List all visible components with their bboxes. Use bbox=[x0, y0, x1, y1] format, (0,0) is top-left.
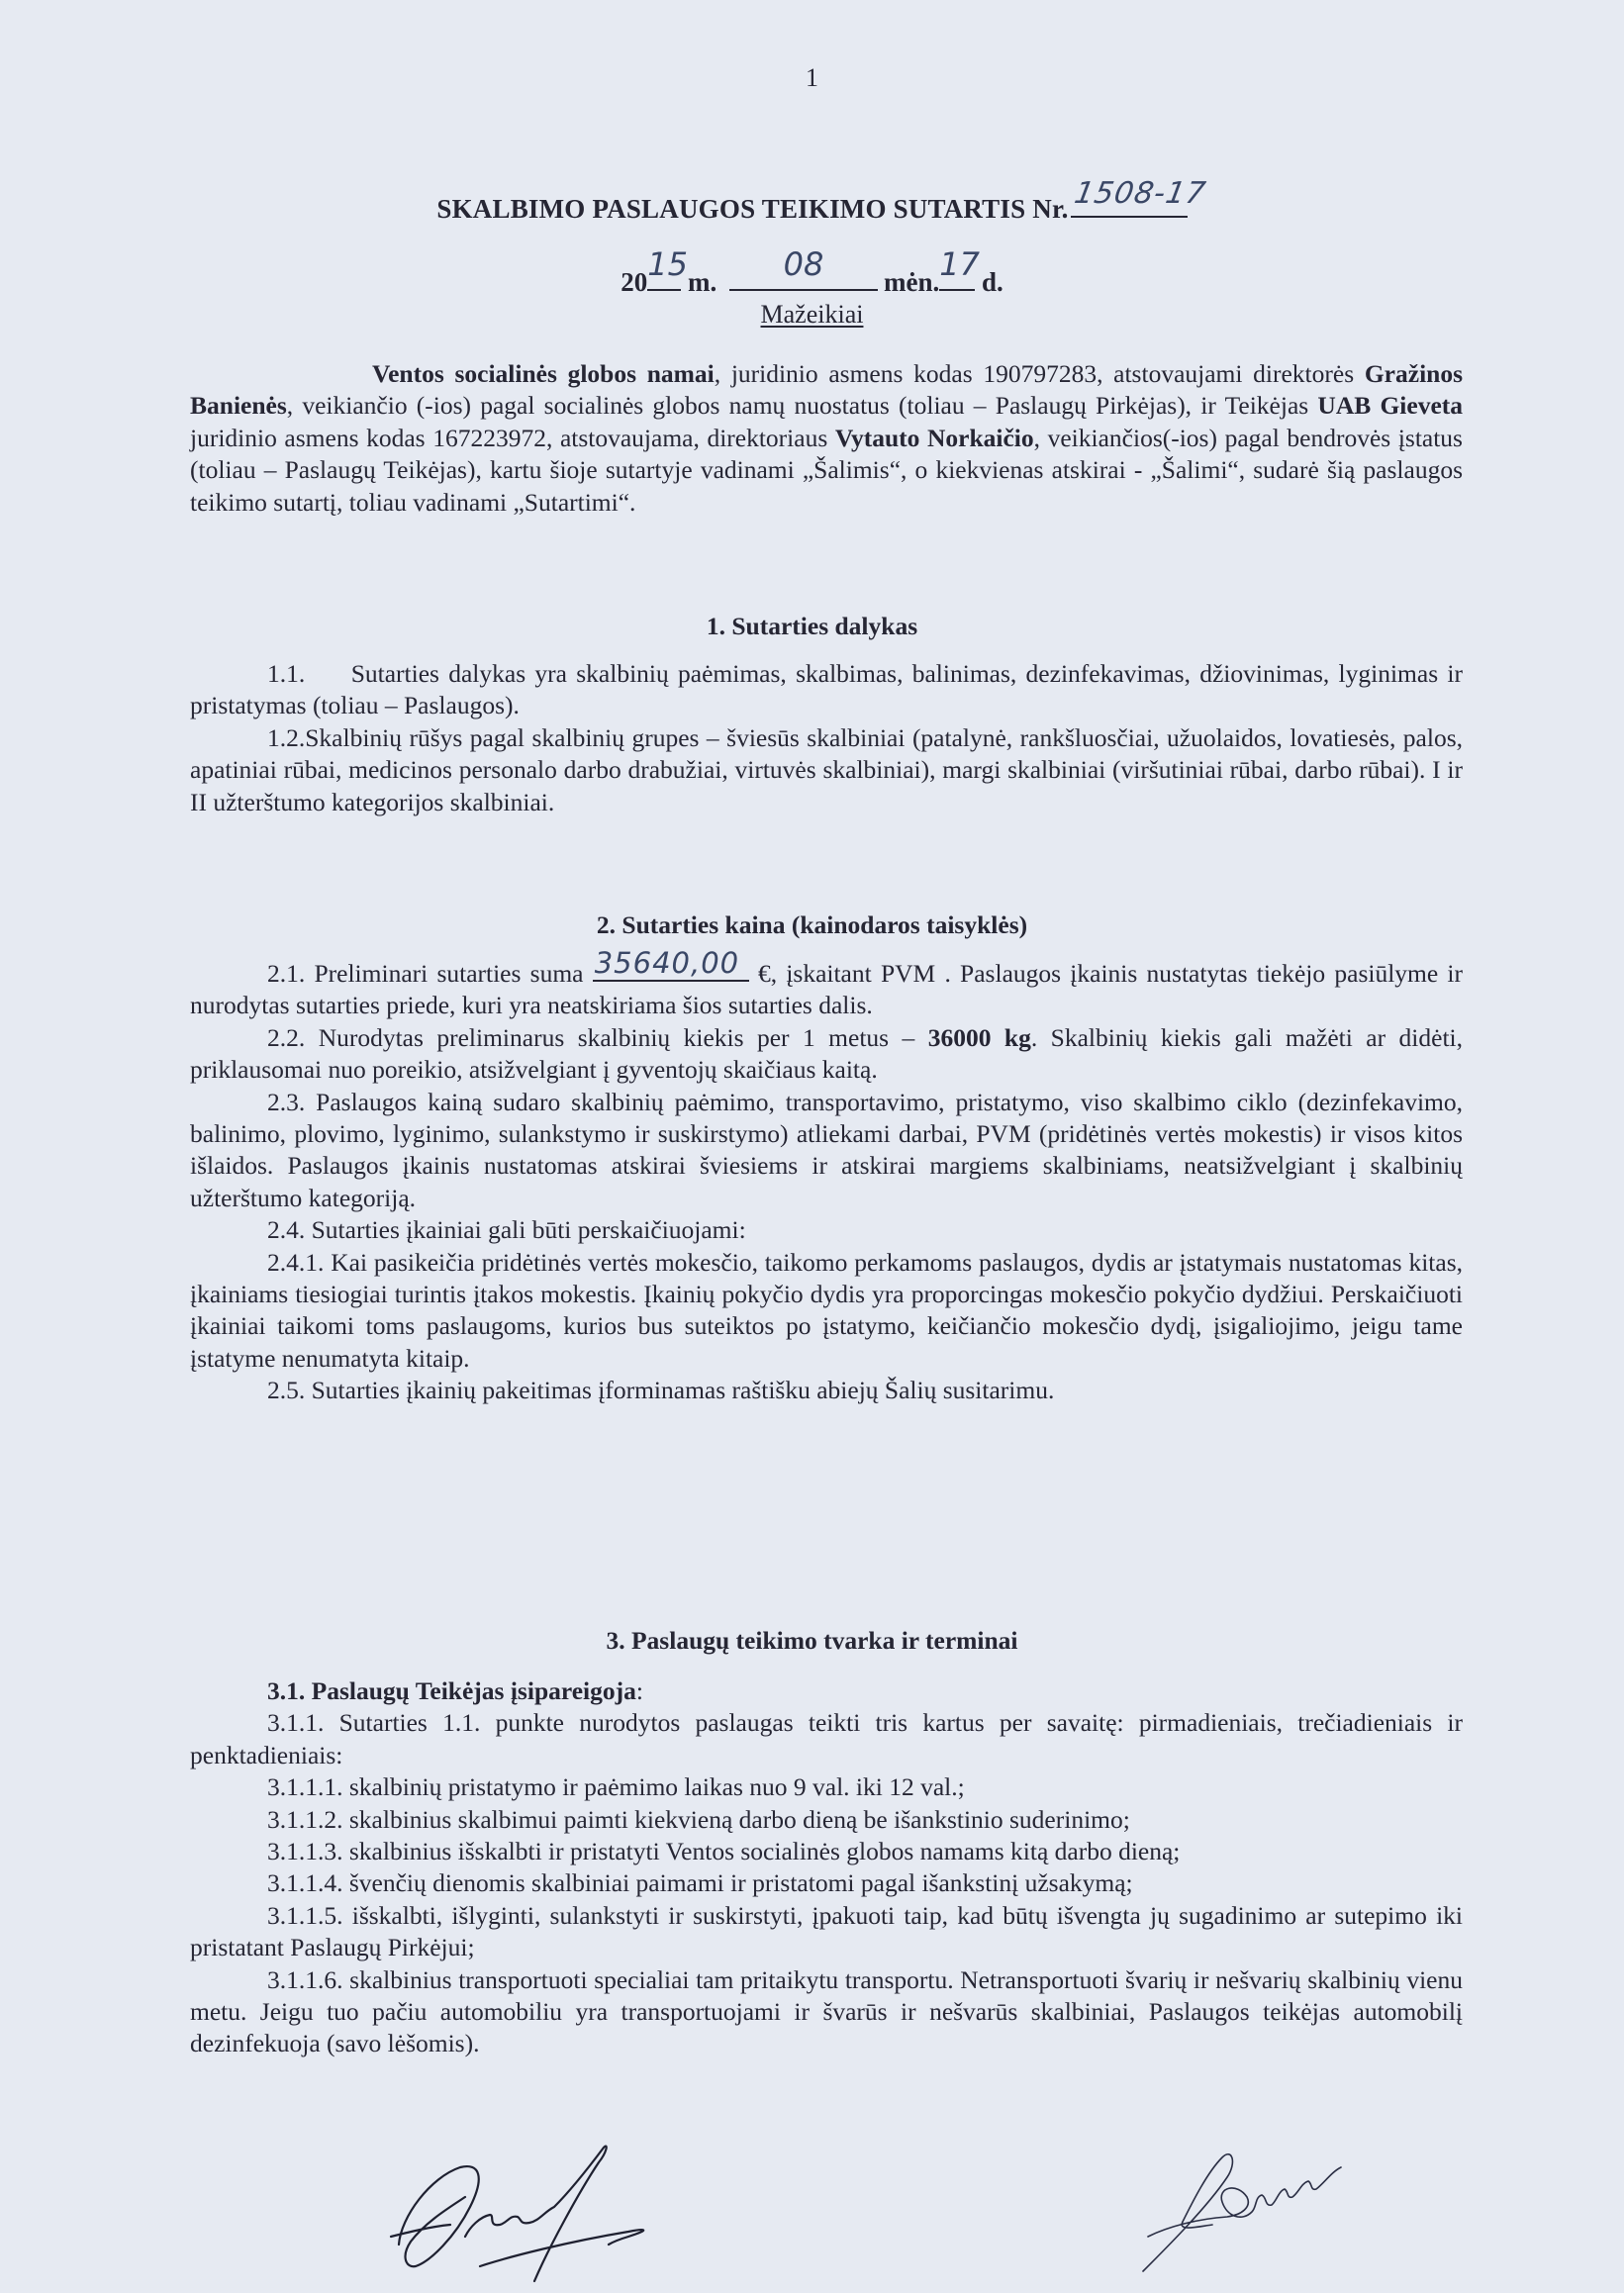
clause-1-1: 1.1. Sutarties dalykas yra skalbinių paėmimas, skalbimas, balinimas, dezinfekavimas, džiovinimas, lyginimas ir pristatymas (toliau – Paslaugos). bbox=[190, 659, 1470, 720]
clause-3-1-1-5: 3.1.1.5. išskalbti, išlyginti, sulankstyti ir suskirstyti, įpakuoti taip, kad būtų išvengta jų sugadinimo ar sutepimo iki pristatant Paslaugų Pirkėjui; bbox=[190, 1900, 1463, 1962]
contract-city bbox=[0, 300, 1624, 330]
clause-text: . Skalbinių kiekis gali mažėti ar didėti, priklausomai nuo poreikio, atsižvelgiant į gyventojų skaičiaus kaitą. bbox=[190, 1022, 1463, 1085]
clause-text: 2.2. Nurodytas preliminarus skalbinių kiekis per 1 metus – bbox=[267, 1022, 928, 1052]
intro-text: , juridinio asmens kodas 190797283, atstovaujami direktorės bbox=[714, 359, 1365, 388]
page-number: 1 bbox=[806, 63, 818, 92]
month-handwritten: 08 bbox=[783, 245, 824, 283]
year-prefix: 20 bbox=[621, 267, 648, 297]
intro-text: juridinio asmens kodas 167223972, atstovaujama, direktoriaus bbox=[190, 423, 835, 452]
contract-title-text: SKALBIMO PASLAUGOS TEIKIMO SUTARTIS Nr. bbox=[436, 194, 1069, 224]
contract-amount-field bbox=[593, 946, 749, 982]
buyer-name: Ventos socialinės globos namai bbox=[372, 359, 715, 388]
section-1-body bbox=[190, 658, 1470, 818]
section-heading-3: 3. Paslaugų teikimo tvarka ir terminai bbox=[606, 1626, 1018, 1655]
subsection-heading: 3.1. Paslaugų Teikėjas įsipareigoja bbox=[267, 1676, 636, 1705]
clause-2-3: 2.3. Paslaugos kainą sudaro skalbinių paėmimo, transportavimo, pristatymo, viso skalbimo ciklo (dezinfekavimo, balinimo, plovimo, lyginimo, sulankstymo ir suskirstymo) atliekami darbai, PVM (pridėtinės vertės mokestis) ir visos kitos išlaidos. Paslaugos įkainis nustatomas atskirai šviesiems ir atskirai margiems skalbiniams, neatsižvelgiant į skalbinių užterštumo kategoriją. bbox=[190, 1087, 1463, 1212]
contract-title bbox=[0, 176, 1624, 225]
clause-3-1-1-1: 3.1.1.1. skalbinių pristatymo ir paėmimo laikas nuo 9 val. iki 12 val.; bbox=[267, 1772, 965, 1802]
intro-text: , veikiančio (-ios) pagal socialinės globos namų nuostatus (toliau – Paslaugų Pirkėjas), ir Teikėjas bbox=[286, 391, 1318, 421]
day-handwritten: 17 bbox=[939, 245, 980, 283]
signature-left-icon bbox=[371, 2138, 688, 2291]
section-heading-2: 2. Sutarties kaina (kainodaros taisyklės) bbox=[596, 910, 1028, 939]
provider-director-name: Vytauto Norkaičio bbox=[834, 423, 1034, 452]
clause-1-2: 1.2.Skalbinių rūšys pagal skalbinių grupes – šviesūs skalbiniai (patalynė, rankšluosčiai, užuolaidos, lovatiesės, palos, apatiniai rūbai, medicinos personalo darbo drabužiai, virtuvės skalbiniai), margi skalbiniai (viršutiniai rūbai, darbo rūbai). I ir II užterštumo kategorijos skalbiniai. bbox=[190, 722, 1463, 816]
contract-date bbox=[0, 245, 1624, 298]
laundry-quantity: 36000 kg bbox=[927, 1022, 1031, 1052]
contract-number-field bbox=[1071, 176, 1209, 218]
contract-number-handwritten: 1508-17 bbox=[1071, 176, 1209, 211]
clause-2-4: 2.4. Sutarties įkainiai gali būti perskaičiuojami: bbox=[267, 1215, 746, 1245]
contract-amount-handwritten: 35640,00 bbox=[594, 946, 740, 980]
subsection-3-1 bbox=[190, 1675, 1463, 1707]
signature-right-icon bbox=[1128, 2128, 1385, 2281]
year-handwritten: 15 bbox=[647, 245, 688, 283]
intro-text: , veikiančios(-ios) pagal bendrovės įstatus (toliau – Paslaugų Teikėjas), kartu šioje sutartyje vadinami „Šalimis“, o kiekvienas atskirai - „Šalimi“, sudarė šią paslaugos teikimo sutartį, toliau vadinami „Sutartimi“. bbox=[190, 423, 1463, 517]
provider-name: UAB Gieveta bbox=[1317, 391, 1463, 421]
clause-3-1-1-6: 3.1.1.6. skalbinius transportuoti specialiai tam pritaikytu transportu. Netransportuoti švarių ir nešvarių skalbinių vienu metu. Jeigu tuo pačiu automobiliu yra transportuojami ir švarūs ir nešvarūs skalbiniai, Paslaugos teikėjas automobilį dezinfekuoja (savo lėšomis). bbox=[190, 1964, 1463, 2058]
month-suffix: mėn. bbox=[883, 267, 940, 297]
clause-2-4-1: 2.4.1. Kai pasikeičia pridėtinės vertės mokesčio, taikomo perkamoms paslaugos, dydis ar įstatymais nustatomas kitas, įkainiams tiesiogiai turintis įtakos mokestis. Įkainių pokyčio dydis yra proporcingas mokesčio pokyčio dydžiui. Perskaičiuoti įkainiai taikomi toms paslaugoms, kurios bus suteiktos po įstatymo, keičiančio mokesčio dydį, įsigaliojimo, jeigu tame įstatyme nenumatyta kitaip. bbox=[190, 1247, 1463, 1373]
clause-text: 2.1. Preliminari sutarties suma bbox=[267, 959, 593, 988]
day-suffix: d. bbox=[975, 267, 1003, 297]
clause-2-5: 2.5. Sutarties įkainių pakeitimas įforminamas raštišku abiejų Šalių susitarimu. bbox=[267, 1376, 1055, 1405]
month-field bbox=[729, 245, 878, 291]
clause-3-1-1-3: 3.1.1.3. skalbinius išskalbti ir pristatyti Ventos socialinės globos namams kitą darbo dieną; bbox=[267, 1837, 1181, 1866]
day-field bbox=[939, 245, 980, 291]
city-name: Mažeikiai bbox=[760, 300, 864, 329]
intro-paragraph bbox=[190, 358, 1463, 519]
buyer-director-name: Gražinos Banienės bbox=[190, 359, 1464, 421]
section-heading-1: 1. Sutarties dalykas bbox=[706, 612, 918, 640]
clause-3-1-1-2: 3.1.1.2. skalbinius skalbimui paimti kiekvieną darbo dieną be išankstinio suderinimo; bbox=[267, 1804, 1130, 1834]
clause-text: €, įskaitant PVM . Paslaugos įkainis nustatytas tiekėjo pasiūlyme ir nurodytas sutarties priede, kuri yra neatskiriama šios sutarties dalis. bbox=[190, 959, 1463, 1020]
section-2-body bbox=[190, 946, 1463, 1407]
clause-3-1-1: 3.1.1. Sutarties 1.1. punkte nurodytos paslaugas teikti tris kartus per savaitę: pirmadieniais, trečiadieniais ir penktadieniais: bbox=[190, 1708, 1463, 1769]
year-suffix: m. bbox=[681, 267, 717, 297]
year-field bbox=[647, 245, 688, 291]
clause-2-1 bbox=[190, 946, 1463, 1022]
clause-3-1-1-4: 3.1.1.4. švenčių dienomis skalbiniai paimami ir pristatomi pagal išankstinį užsakymą; bbox=[267, 1868, 1133, 1898]
subsection-colon: : bbox=[635, 1676, 643, 1705]
clause-2-2 bbox=[190, 1022, 1463, 1087]
section-3-body bbox=[190, 1675, 1463, 2060]
